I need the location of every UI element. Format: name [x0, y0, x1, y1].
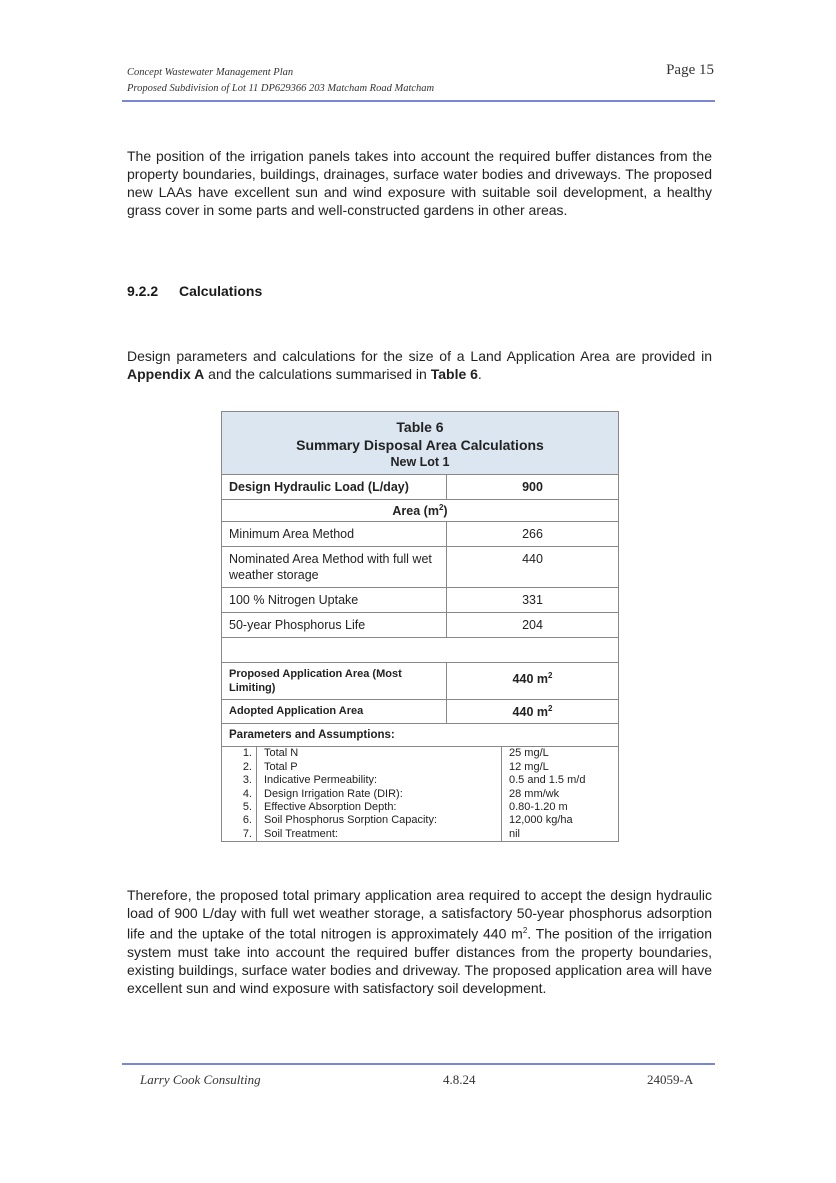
parameter-number: 4. [222, 788, 257, 801]
parameter-value: nil [509, 827, 521, 840]
page-number: Page 15 [666, 62, 714, 78]
header-rule [122, 100, 715, 102]
parameter-value: 0.80-1.20 m [509, 800, 568, 813]
conclusion-sup: 2 [522, 926, 528, 935]
parameter-row [222, 828, 618, 841]
adopted-area-label: Adopted Application Area [222, 700, 447, 723]
design-text-end: . [477, 366, 482, 382]
spacer-row [222, 637, 618, 662]
area-heading-row [222, 499, 618, 521]
parameters-heading: Parameters and Assumptions: [229, 729, 395, 742]
proposed-area-number: 440 m [512, 672, 548, 687]
proposed-area-row [222, 662, 618, 699]
parameters-list [222, 746, 618, 841]
running-header [127, 65, 434, 97]
row-value: 440 [522, 552, 543, 567]
area-heading [222, 500, 618, 521]
area-heading-close: ) [443, 504, 448, 519]
row-label: 50-year Phosphorus Life [222, 613, 447, 637]
parameter-number: 1. [222, 747, 257, 760]
area-heading-text: Area (m [392, 504, 439, 519]
parameter-label: Total P [257, 761, 502, 774]
parameter-row [222, 761, 618, 774]
proposed-area-label: Proposed Application Area (Most Limiting) [222, 663, 447, 699]
parameter-label: Design Irrigation Rate (DIR): [257, 788, 502, 801]
adopted-area-value [447, 700, 618, 723]
section-heading [127, 283, 262, 299]
parameter-label: Soil Treatment: [257, 828, 502, 841]
area-heading-sup: 2 [438, 503, 444, 512]
parameter-label: Total N [257, 747, 502, 760]
footer-date: 4.8.24 [443, 1072, 476, 1087]
row-label: Nominated Area Method with full wet weather storage [222, 547, 447, 587]
parameter-row [222, 788, 618, 801]
parameter-label: Effective Absorption Depth: [257, 801, 502, 814]
section-title: Calculations [179, 283, 263, 299]
summary-table [221, 411, 619, 842]
conclusion-text-start: Therefore, the proposed total primary application area required to accept the design hydraulic load of 900 L/day with full wet weather storage, a satisfactory 50-year phosphorus adsorption life and the uptake of the total nitrogen is approximately 440 m [127, 887, 712, 942]
table-row [222, 587, 618, 612]
parameter-number: 3. [222, 774, 257, 787]
footer-doc-number: 24059-A [647, 1072, 694, 1087]
parameter-label: Indicative Permeability: [257, 774, 502, 787]
proposed-area-value [447, 663, 618, 699]
row-value: 204 [522, 618, 543, 633]
conclusion-text-end: . The position of the irrigation system must take into account the required buffer distances from the property boundaries, existing buildings, surface water bodies and driveway. The proposed application area will have excellent sun and wind exposure with satisfactory soil development. [127, 925, 713, 996]
table-row [222, 546, 618, 587]
row-label: 100 % Nitrogen Uptake [222, 588, 447, 612]
parameter-number: 2. [222, 761, 257, 774]
table-row [222, 521, 618, 546]
design-paragraph [127, 347, 712, 383]
appendix-ref: Appendix A [127, 366, 205, 382]
design-text-mid: and the calculations summarised in [204, 366, 431, 382]
table-caption: Summary Disposal Area Calculations [296, 437, 544, 453]
row-value: 331 [522, 593, 543, 608]
parameter-row [222, 801, 618, 814]
parameter-value: 25 mg/L [509, 747, 549, 760]
section-number: 9.2.2 [127, 283, 159, 299]
design-text-start: Design parameters and calculations for the size of a Land Application Area are provided in [127, 348, 712, 364]
proposed-area-sup: 2 [548, 671, 553, 681]
parameter-value: 12,000 kg/ha [509, 814, 573, 827]
dhl-label: Design Hydraulic Load (L/day) [222, 475, 447, 499]
table-row [222, 612, 618, 637]
table-number: Table 6 [396, 419, 444, 435]
parameter-row [222, 814, 618, 827]
dhl-row [222, 474, 618, 499]
parameter-row [222, 774, 618, 787]
parameter-value: 12 mg/L [509, 760, 549, 773]
adopted-area-sup: 2 [548, 704, 553, 714]
parameter-label: Soil Phosphorus Sorption Capacity: [257, 814, 502, 827]
table-lot: New Lot 1 [390, 455, 450, 469]
parameter-value: 28 mm/wk [509, 787, 560, 800]
footer-rule [122, 1063, 715, 1065]
parameters-block [222, 723, 618, 841]
row-value: 266 [522, 527, 543, 542]
adopted-area-number: 440 m [512, 705, 548, 720]
footer-company: Larry Cook Consulting [140, 1072, 261, 1087]
parameter-row [222, 747, 618, 760]
table-title-block [222, 412, 618, 474]
table-ref: Table 6 [430, 366, 478, 382]
row-label: Minimum Area Method [222, 522, 447, 546]
adopted-area-row [222, 699, 618, 723]
conclusion-paragraph [127, 886, 712, 997]
header-document-title: Concept Wastewater Management Plan [127, 67, 294, 78]
intro-paragraph: The position of the irrigation panels takes into account the required buffer distances from the property boundaries, buildings, drainages, surface water bodies and driveways. The proposed new LAAs have excellent sun and wind exposure with suitable soil development, a healthy grass cover in some parts and well-constructed gardens in other areas. [127, 148, 712, 218]
parameter-number: 5. [222, 801, 257, 814]
header-project-subtitle: Proposed Subdivision of Lot 11 DP629366 203 Matcham Road Matcham [127, 83, 435, 94]
parameter-number: 6. [222, 814, 257, 827]
dhl-value: 900 [522, 480, 543, 494]
parameter-value: 0.5 and 1.5 m/d [509, 774, 586, 787]
parameter-number: 7. [222, 828, 257, 841]
